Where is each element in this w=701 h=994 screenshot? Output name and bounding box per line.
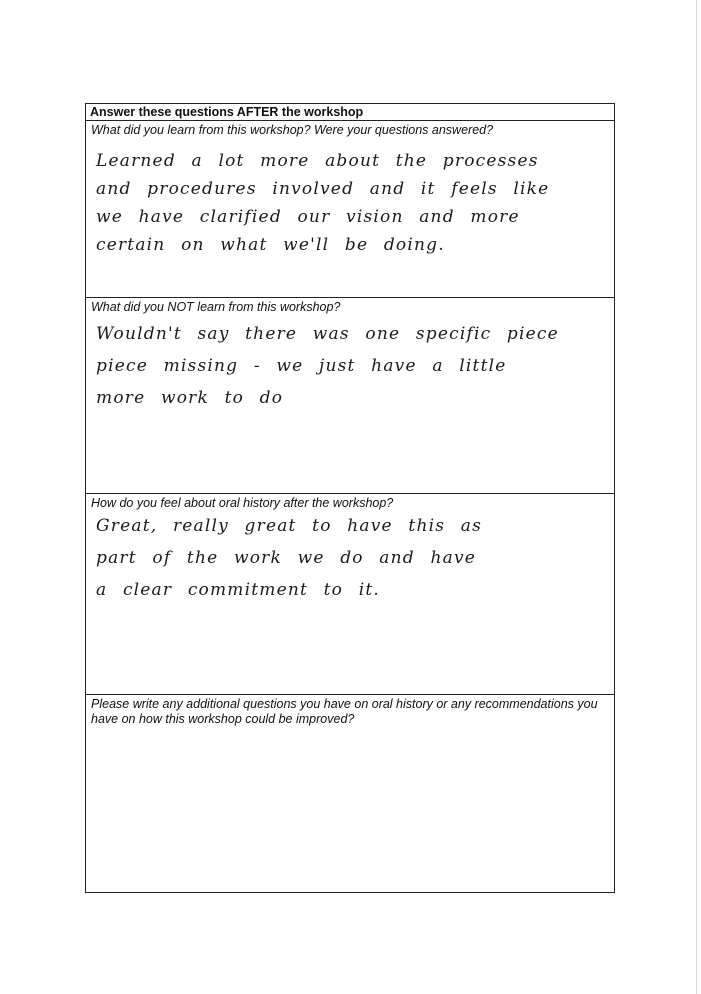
section-additional-questions [86, 695, 614, 894]
question-additional: Please write any additional questions you have on oral history or any recommendations you have on how this workshop could be improved? [91, 697, 598, 726]
workshop-feedback-form [85, 103, 615, 893]
handwritten-answer-line: more work to do [96, 388, 284, 408]
question-not-learned: What did you NOT learn from this workshop? [91, 300, 341, 314]
form-header: Answer these questions AFTER the workshop [86, 104, 614, 121]
handwritten-answer-line: Great, really great to have this as [96, 516, 483, 536]
handwritten-answer-line: piece missing - we just have a little [96, 356, 507, 376]
section-not-learned [86, 298, 614, 494]
handwritten-answer-line: part of the work we do and have [96, 548, 477, 568]
question-oral-history-feelings: How do you feel about oral history after the workshop? [91, 496, 394, 510]
handwritten-answer-line: certain on what we'll be doing. [96, 235, 445, 255]
handwritten-answer-line: Wouldn't say there was one specific piece [96, 324, 559, 344]
question-learned: What did you learn from this workshop? Were your questions answered? [91, 123, 494, 137]
handwritten-answer-line: and procedures involved and it feels like [96, 179, 550, 199]
handwritten-answer-line: we have clarified our vision and more [96, 207, 520, 227]
section-learned [86, 121, 614, 298]
page-edge [696, 0, 697, 994]
section-oral-history-feelings [86, 494, 614, 695]
handwritten-answer-line: Learned a lot more about the processes [96, 151, 539, 171]
handwritten-answer-line: a clear commitment to it. [96, 580, 380, 600]
